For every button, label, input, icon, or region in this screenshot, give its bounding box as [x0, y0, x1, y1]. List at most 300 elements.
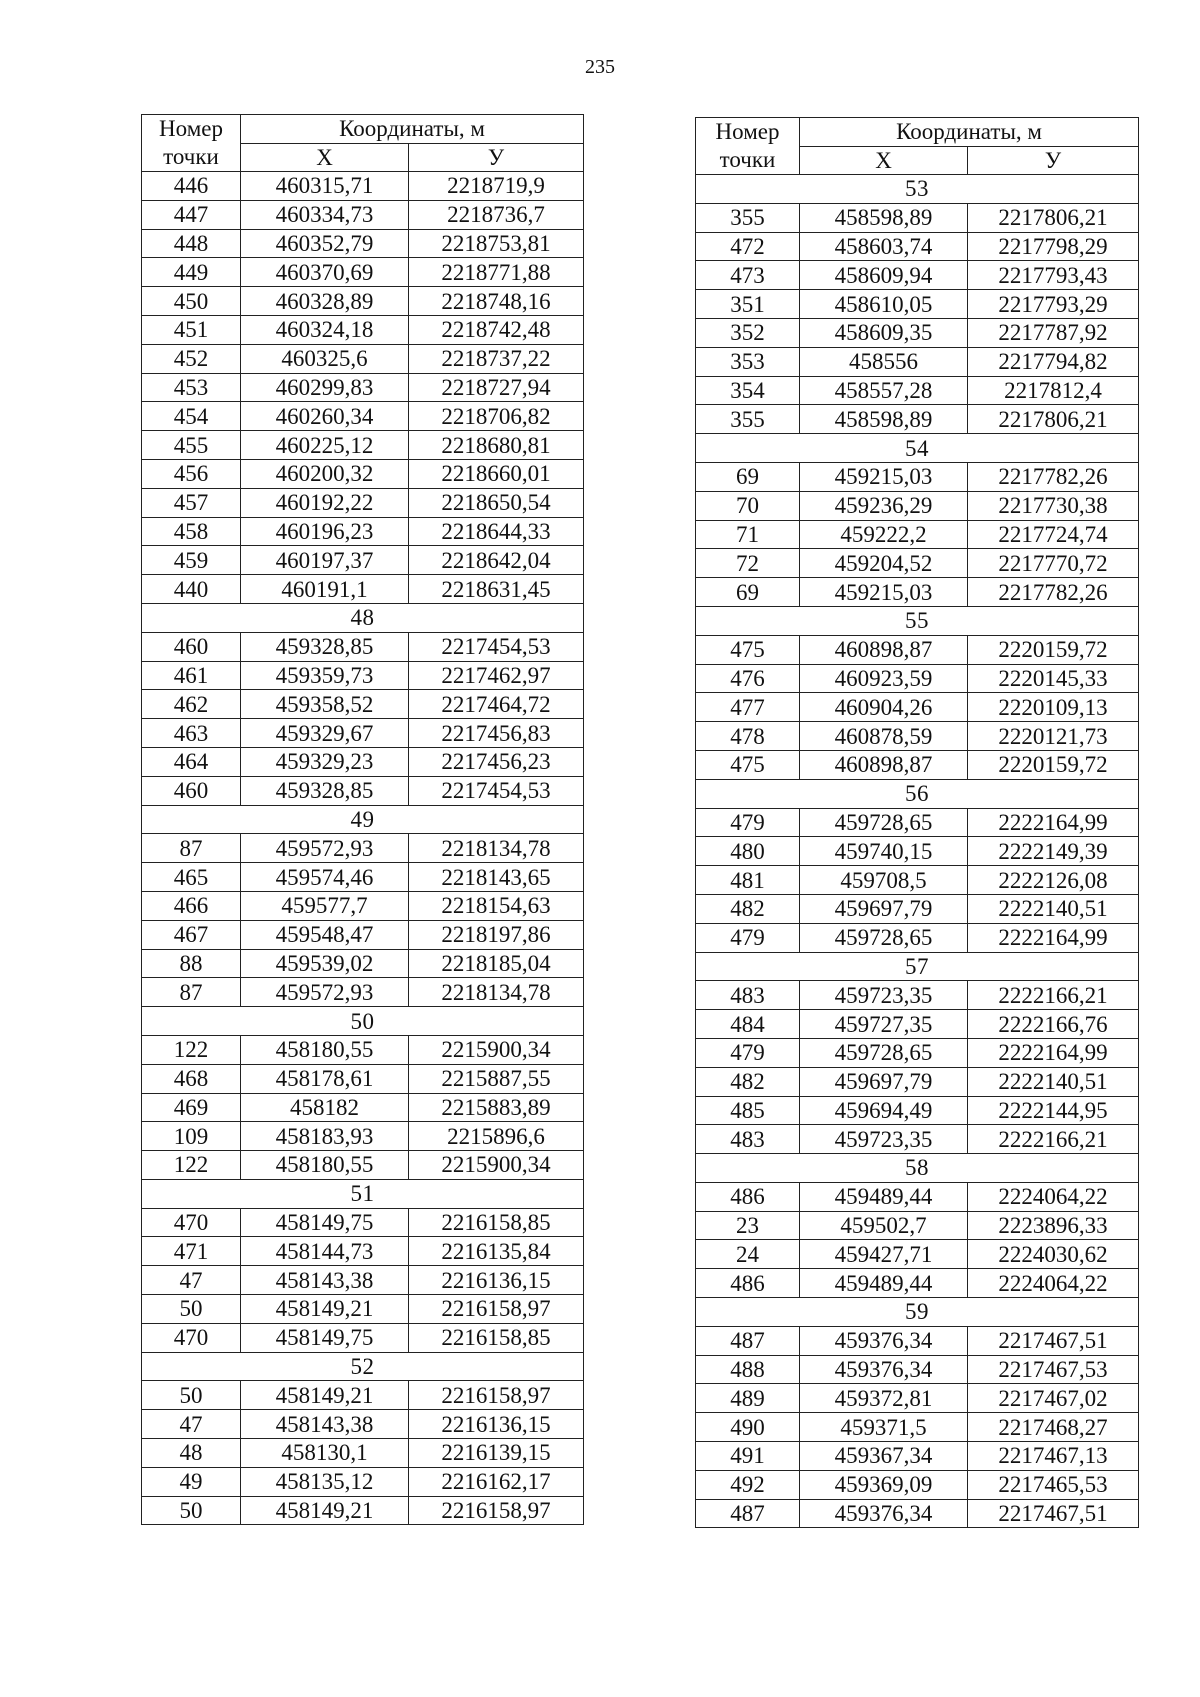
x-coordinate-cell: 460370,69 — [241, 258, 409, 287]
point-number-cell: 479 — [696, 808, 800, 837]
x-coordinate-cell: 459215,03 — [800, 462, 968, 491]
table-row — [142, 287, 584, 316]
point-number-cell: 452 — [142, 344, 241, 373]
table-row — [696, 1125, 1139, 1154]
y-coordinate-cell: 2217468,27 — [968, 1413, 1139, 1442]
x-coordinate-cell: 460225,12 — [241, 431, 409, 460]
x-coordinate-cell: 459222,2 — [800, 520, 968, 549]
point-number-cell: 23 — [696, 1211, 800, 1240]
x-coordinate-cell: 458556 — [800, 347, 968, 376]
table-row — [696, 1326, 1139, 1355]
point-number-cell: 487 — [696, 1326, 800, 1355]
x-coordinate-cell: 459723,35 — [800, 1125, 968, 1154]
coordinates-header: Координаты, м — [241, 115, 584, 144]
point-number-cell: 468 — [142, 1064, 241, 1093]
section-row — [142, 1352, 584, 1381]
table-row — [696, 894, 1139, 923]
x-coordinate-cell: 458180,55 — [241, 1151, 409, 1180]
x-coordinate-cell: 458135,12 — [241, 1467, 409, 1496]
table-row — [142, 1410, 584, 1439]
y-coordinate-cell: 2217793,29 — [968, 290, 1139, 319]
x-coordinate-cell: 458143,38 — [241, 1410, 409, 1439]
y-coordinate-cell: 2218680,81 — [409, 431, 584, 460]
table-row — [696, 1211, 1139, 1240]
y-coordinate-cell: 2217724,74 — [968, 520, 1139, 549]
x-coordinate-cell: 460315,71 — [241, 172, 409, 201]
section-row — [696, 1298, 1139, 1327]
table-row — [696, 981, 1139, 1010]
point-number-cell: 122 — [142, 1035, 241, 1064]
y-coordinate-cell: 2216135,84 — [409, 1237, 584, 1266]
point-number-cell: 69 — [696, 462, 800, 491]
table-row — [696, 750, 1139, 779]
point-number-cell: 465 — [142, 863, 241, 892]
y-coordinate-cell: 2217467,51 — [968, 1499, 1139, 1528]
y-coordinate-cell: 2217456,83 — [409, 719, 584, 748]
table-row — [142, 1467, 584, 1496]
x-coordinate-cell: 460325,6 — [241, 344, 409, 373]
y-coordinate-cell: 2220121,73 — [968, 722, 1139, 751]
section-row — [142, 1007, 584, 1036]
x-coordinate-cell: 458144,73 — [241, 1237, 409, 1266]
table-row — [142, 1122, 584, 1151]
x-coordinate-cell: 458130,1 — [241, 1439, 409, 1468]
table-row — [142, 1295, 584, 1324]
table-row — [142, 690, 584, 719]
y-coordinate-cell: 2217782,26 — [968, 578, 1139, 607]
x-coordinate-cell: 459574,46 — [241, 863, 409, 892]
x-coordinate-cell: 458557,28 — [800, 376, 968, 405]
table-row — [142, 1496, 584, 1525]
y-coordinate-cell: 2222164,99 — [968, 808, 1139, 837]
x-coordinate-cell: 458609,35 — [800, 318, 968, 347]
point-number-cell: 467 — [142, 920, 241, 949]
x-coordinate-cell: 459694,49 — [800, 1096, 968, 1125]
point-number-cell: 48 — [142, 1439, 241, 1468]
point-number-cell: 454 — [142, 402, 241, 431]
section-number: 57 — [696, 952, 1139, 981]
x-column-header: X — [800, 146, 968, 175]
section-row — [696, 1154, 1139, 1183]
x-coordinate-cell: 460324,18 — [241, 315, 409, 344]
x-coordinate-cell: 460898,87 — [800, 750, 968, 779]
table-row — [696, 1038, 1139, 1067]
x-coordinate-cell: 459376,34 — [800, 1326, 968, 1355]
table-row — [142, 978, 584, 1007]
point-number-cell: 355 — [696, 203, 800, 232]
table-row — [696, 693, 1139, 722]
section-row — [142, 805, 584, 834]
y-coordinate-cell: 2217467,53 — [968, 1355, 1139, 1384]
table-row — [142, 517, 584, 546]
point-number-cell: 451 — [142, 315, 241, 344]
section-number: 54 — [696, 434, 1139, 463]
x-coordinate-cell: 460878,59 — [800, 722, 968, 751]
table-row — [142, 1237, 584, 1266]
x-coordinate-cell: 460352,79 — [241, 229, 409, 258]
x-coordinate-cell: 459489,44 — [800, 1182, 968, 1211]
table-row — [696, 808, 1139, 837]
y-coordinate-cell: 2222166,21 — [968, 981, 1139, 1010]
table-row — [696, 520, 1139, 549]
point-number-cell: 486 — [696, 1182, 800, 1211]
x-coordinate-cell: 460191,1 — [241, 575, 409, 604]
x-coordinate-cell: 459728,65 — [800, 923, 968, 952]
point-number-cell: 440 — [142, 575, 241, 604]
y-coordinate-cell: 2217793,43 — [968, 261, 1139, 290]
coordinates-table-left — [141, 114, 584, 1525]
y-coordinate-cell: 2218154,63 — [409, 891, 584, 920]
point-number-cell: 446 — [142, 172, 241, 201]
point-number-cell: 487 — [696, 1499, 800, 1528]
y-coordinate-cell: 2218644,33 — [409, 517, 584, 546]
point-number-cell: 87 — [142, 978, 241, 1007]
table-row — [142, 863, 584, 892]
table-row — [696, 549, 1139, 578]
point-number-cell: 448 — [142, 229, 241, 258]
point-number-header — [696, 118, 800, 175]
table-row — [696, 1182, 1139, 1211]
section-row — [696, 952, 1139, 981]
y-coordinate-cell: 2218631,45 — [409, 575, 584, 604]
y-coordinate-cell: 2223896,33 — [968, 1211, 1139, 1240]
point-number-cell: 479 — [696, 923, 800, 952]
point-number-cell: 351 — [696, 290, 800, 319]
point-number-cell: 492 — [696, 1470, 800, 1499]
table-row — [142, 1439, 584, 1468]
point-number-cell: 469 — [142, 1093, 241, 1122]
y-coordinate-cell: 2218134,78 — [409, 834, 584, 863]
y-coordinate-cell: 2217456,23 — [409, 747, 584, 776]
table-row — [696, 1470, 1139, 1499]
point-number-cell: 352 — [696, 318, 800, 347]
table-row — [142, 1035, 584, 1064]
x-coordinate-cell: 460196,23 — [241, 517, 409, 546]
coordinates-table-body — [142, 172, 584, 1525]
point-number-cell: 462 — [142, 690, 241, 719]
y-coordinate-cell: 2217465,53 — [968, 1470, 1139, 1499]
y-coordinate-cell: 2222164,99 — [968, 923, 1139, 952]
y-coordinate-cell: 2220159,72 — [968, 750, 1139, 779]
table-row — [142, 1381, 584, 1410]
y-coordinate-cell: 2222144,95 — [968, 1096, 1139, 1125]
point-number-cell: 488 — [696, 1355, 800, 1384]
y-coordinate-cell: 2218185,04 — [409, 949, 584, 978]
x-coordinate-cell: 460334,73 — [241, 200, 409, 229]
y-coordinate-cell: 2217454,53 — [409, 632, 584, 661]
table-row — [142, 776, 584, 805]
point-number-cell: 47 — [142, 1410, 241, 1439]
x-coordinate-cell: 458149,21 — [241, 1496, 409, 1525]
x-coordinate-cell: 459708,5 — [800, 866, 968, 895]
point-number-cell: 473 — [696, 261, 800, 290]
x-coordinate-cell: 459372,81 — [800, 1384, 968, 1413]
y-coordinate-cell: 2217454,53 — [409, 776, 584, 805]
point-number-cell: 457 — [142, 488, 241, 517]
table-row — [142, 1151, 584, 1180]
table-row — [696, 1442, 1139, 1471]
x-coordinate-cell: 459359,73 — [241, 661, 409, 690]
point-number-cell: 470 — [142, 1208, 241, 1237]
point-number-header-line1: Номер — [159, 116, 223, 141]
x-coordinate-cell: 459502,7 — [800, 1211, 968, 1240]
table-row — [142, 949, 584, 978]
table-row — [142, 1093, 584, 1122]
x-coordinate-cell: 459376,34 — [800, 1499, 968, 1528]
point-number-cell: 70 — [696, 491, 800, 520]
point-number-header-line2: точки — [719, 147, 776, 172]
x-coordinate-cell: 459367,34 — [800, 1442, 968, 1471]
x-coordinate-cell: 459740,15 — [800, 837, 968, 866]
point-number-cell: 355 — [696, 405, 800, 434]
y-coordinate-cell: 2224064,22 — [968, 1182, 1139, 1211]
y-coordinate-cell: 2222164,99 — [968, 1038, 1139, 1067]
section-number: 49 — [142, 805, 584, 834]
y-coordinate-cell: 2216158,85 — [409, 1323, 584, 1352]
x-coordinate-cell: 458143,38 — [241, 1266, 409, 1295]
x-column-header: X — [241, 143, 409, 172]
table-row — [142, 575, 584, 604]
y-coordinate-cell: 2224064,22 — [968, 1269, 1139, 1298]
y-coordinate-cell: 2216139,15 — [409, 1439, 584, 1468]
point-number-cell: 486 — [696, 1269, 800, 1298]
table-row — [142, 344, 584, 373]
x-coordinate-cell: 458149,75 — [241, 1323, 409, 1352]
y-coordinate-cell: 2215900,34 — [409, 1151, 584, 1180]
table-row — [696, 1269, 1139, 1298]
y-coordinate-cell: 2218719,9 — [409, 172, 584, 201]
point-number-cell: 87 — [142, 834, 241, 863]
point-number-cell: 459 — [142, 546, 241, 575]
table-row — [142, 834, 584, 863]
y-coordinate-cell: 2217794,82 — [968, 347, 1139, 376]
y-coordinate-cell: 2217806,21 — [968, 203, 1139, 232]
x-coordinate-cell: 460197,37 — [241, 546, 409, 575]
point-number-cell: 480 — [696, 837, 800, 866]
point-number-cell: 466 — [142, 891, 241, 920]
y-coordinate-cell: 2222149,39 — [968, 837, 1139, 866]
point-number-cell: 478 — [696, 722, 800, 751]
section-row — [696, 779, 1139, 808]
x-coordinate-cell: 460200,32 — [241, 459, 409, 488]
y-coordinate-cell: 2218134,78 — [409, 978, 584, 1007]
table-row — [142, 315, 584, 344]
point-number-cell: 484 — [696, 1010, 800, 1039]
x-coordinate-cell: 459572,93 — [241, 978, 409, 1007]
y-coordinate-cell: 2217464,72 — [409, 690, 584, 719]
point-number-cell: 482 — [696, 894, 800, 923]
y-coordinate-cell: 2217467,02 — [968, 1384, 1139, 1413]
point-number-cell: 69 — [696, 578, 800, 607]
table-row — [142, 546, 584, 575]
table-row — [696, 1067, 1139, 1096]
table-row — [142, 920, 584, 949]
section-row — [142, 603, 584, 632]
x-coordinate-cell: 459539,02 — [241, 949, 409, 978]
point-number-cell: 460 — [142, 776, 241, 805]
y-coordinate-cell: 2215900,34 — [409, 1035, 584, 1064]
x-coordinate-cell: 458610,05 — [800, 290, 968, 319]
x-coordinate-cell: 459376,34 — [800, 1355, 968, 1384]
y-coordinate-cell: 2218143,65 — [409, 863, 584, 892]
table-row — [142, 632, 584, 661]
section-number: 56 — [696, 779, 1139, 808]
point-number-cell: 464 — [142, 747, 241, 776]
y-coordinate-cell: 2218650,54 — [409, 488, 584, 517]
point-number-cell: 449 — [142, 258, 241, 287]
x-coordinate-cell: 459371,5 — [800, 1413, 968, 1442]
y-coordinate-cell: 2222140,51 — [968, 894, 1139, 923]
table-row — [142, 258, 584, 287]
x-coordinate-cell: 459572,93 — [241, 834, 409, 863]
table-row — [696, 1240, 1139, 1269]
y-coordinate-cell: 2220159,72 — [968, 635, 1139, 664]
y-coordinate-cell: 2218706,82 — [409, 402, 584, 431]
x-coordinate-cell: 460904,26 — [800, 693, 968, 722]
point-number-cell: 481 — [696, 866, 800, 895]
x-coordinate-cell: 458598,89 — [800, 203, 968, 232]
point-number-header-line2: точки — [163, 144, 219, 169]
x-coordinate-cell: 459427,71 — [800, 1240, 968, 1269]
y-coordinate-cell: 2217798,29 — [968, 232, 1139, 261]
table-row — [696, 866, 1139, 895]
point-number-cell: 475 — [696, 750, 800, 779]
point-number-cell: 460 — [142, 632, 241, 661]
x-coordinate-cell: 460898,87 — [800, 635, 968, 664]
y-coordinate-cell: 2215887,55 — [409, 1064, 584, 1093]
x-coordinate-cell: 459204,52 — [800, 549, 968, 578]
y-coordinate-cell: 2217770,72 — [968, 549, 1139, 578]
y-coordinate-cell: 2216136,15 — [409, 1410, 584, 1439]
table-row — [142, 172, 584, 201]
table-row — [142, 200, 584, 229]
table-header — [142, 115, 584, 172]
table-row — [696, 491, 1139, 520]
x-coordinate-cell: 459369,09 — [800, 1470, 968, 1499]
point-number-cell: 458 — [142, 517, 241, 546]
point-number-cell: 50 — [142, 1295, 241, 1324]
point-number-header — [142, 115, 241, 172]
point-number-cell: 489 — [696, 1384, 800, 1413]
x-coordinate-cell: 458149,21 — [241, 1295, 409, 1324]
point-number-header-line1: Номер — [715, 119, 780, 144]
point-number-cell: 456 — [142, 459, 241, 488]
table-row — [696, 290, 1139, 319]
section-row — [142, 1179, 584, 1208]
section-row — [696, 434, 1139, 463]
y-coordinate-cell: 2220109,13 — [968, 693, 1139, 722]
table-row — [696, 1384, 1139, 1413]
point-number-cell: 71 — [696, 520, 800, 549]
x-coordinate-cell: 459697,79 — [800, 1067, 968, 1096]
y-coordinate-cell: 2216158,97 — [409, 1295, 584, 1324]
x-coordinate-cell: 459489,44 — [800, 1269, 968, 1298]
point-number-cell: 122 — [142, 1151, 241, 1180]
table-row — [142, 891, 584, 920]
y-coordinate-cell: 2216158,85 — [409, 1208, 584, 1237]
y-column-header: У — [968, 146, 1139, 175]
y-coordinate-cell: 2215896,6 — [409, 1122, 584, 1151]
table-row — [142, 229, 584, 258]
table-row — [696, 261, 1139, 290]
table-row — [696, 578, 1139, 607]
section-number: 55 — [696, 606, 1139, 635]
point-number-cell: 479 — [696, 1038, 800, 1067]
y-coordinate-cell: 2222166,21 — [968, 1125, 1139, 1154]
y-coordinate-cell: 2218753,81 — [409, 229, 584, 258]
section-number: 53 — [696, 175, 1139, 204]
table-row — [696, 1096, 1139, 1125]
table-row — [696, 318, 1139, 347]
y-coordinate-cell: 2222126,08 — [968, 866, 1139, 895]
point-number-cell: 447 — [142, 200, 241, 229]
point-number-cell: 472 — [696, 232, 800, 261]
table-row — [696, 1010, 1139, 1039]
point-number-cell: 450 — [142, 287, 241, 316]
table-row — [696, 232, 1139, 261]
table-row — [696, 1355, 1139, 1384]
section-number: 58 — [696, 1154, 1139, 1183]
section-row — [696, 606, 1139, 635]
point-number-cell: 455 — [142, 431, 241, 460]
y-coordinate-cell: 2217812,4 — [968, 376, 1139, 405]
table-row — [696, 1413, 1139, 1442]
x-coordinate-cell: 459728,65 — [800, 1038, 968, 1067]
x-coordinate-cell: 458180,55 — [241, 1035, 409, 1064]
x-coordinate-cell: 458609,94 — [800, 261, 968, 290]
point-number-cell: 109 — [142, 1122, 241, 1151]
y-coordinate-cell: 2220145,33 — [968, 664, 1139, 693]
point-number-cell: 470 — [142, 1323, 241, 1352]
table-row — [696, 635, 1139, 664]
point-number-cell: 47 — [142, 1266, 241, 1295]
y-coordinate-cell: 2216136,15 — [409, 1266, 584, 1295]
point-number-cell: 453 — [142, 373, 241, 402]
y-coordinate-cell: 2218660,01 — [409, 459, 584, 488]
y-coordinate-cell: 2217467,13 — [968, 1442, 1139, 1471]
table-row — [142, 373, 584, 402]
point-number-cell: 49 — [142, 1467, 241, 1496]
x-coordinate-cell: 460299,83 — [241, 373, 409, 402]
x-coordinate-cell: 460260,34 — [241, 402, 409, 431]
x-coordinate-cell: 458183,93 — [241, 1122, 409, 1151]
coordinates-table-right — [695, 117, 1139, 1528]
section-number: 51 — [142, 1179, 584, 1208]
table-row — [142, 488, 584, 517]
y-coordinate-cell: 2218197,86 — [409, 920, 584, 949]
y-coordinate-cell: 2217467,51 — [968, 1326, 1139, 1355]
y-coordinate-cell: 2217806,21 — [968, 405, 1139, 434]
x-coordinate-cell: 459548,47 — [241, 920, 409, 949]
x-coordinate-cell: 459727,35 — [800, 1010, 968, 1039]
point-number-cell: 483 — [696, 1125, 800, 1154]
y-coordinate-cell: 2224030,62 — [968, 1240, 1139, 1269]
table-row — [696, 405, 1139, 434]
table-row — [142, 1266, 584, 1295]
x-coordinate-cell: 459728,65 — [800, 808, 968, 837]
table-row — [142, 1208, 584, 1237]
coordinates-header: Координаты, м — [800, 118, 1139, 147]
x-coordinate-cell: 459215,03 — [800, 578, 968, 607]
x-coordinate-cell: 458603,74 — [800, 232, 968, 261]
x-coordinate-cell: 459358,52 — [241, 690, 409, 719]
point-number-cell: 483 — [696, 981, 800, 1010]
x-coordinate-cell: 459577,7 — [241, 891, 409, 920]
point-number-cell: 477 — [696, 693, 800, 722]
x-coordinate-cell: 458149,21 — [241, 1381, 409, 1410]
x-coordinate-cell: 458182 — [241, 1093, 409, 1122]
table-row — [142, 747, 584, 776]
